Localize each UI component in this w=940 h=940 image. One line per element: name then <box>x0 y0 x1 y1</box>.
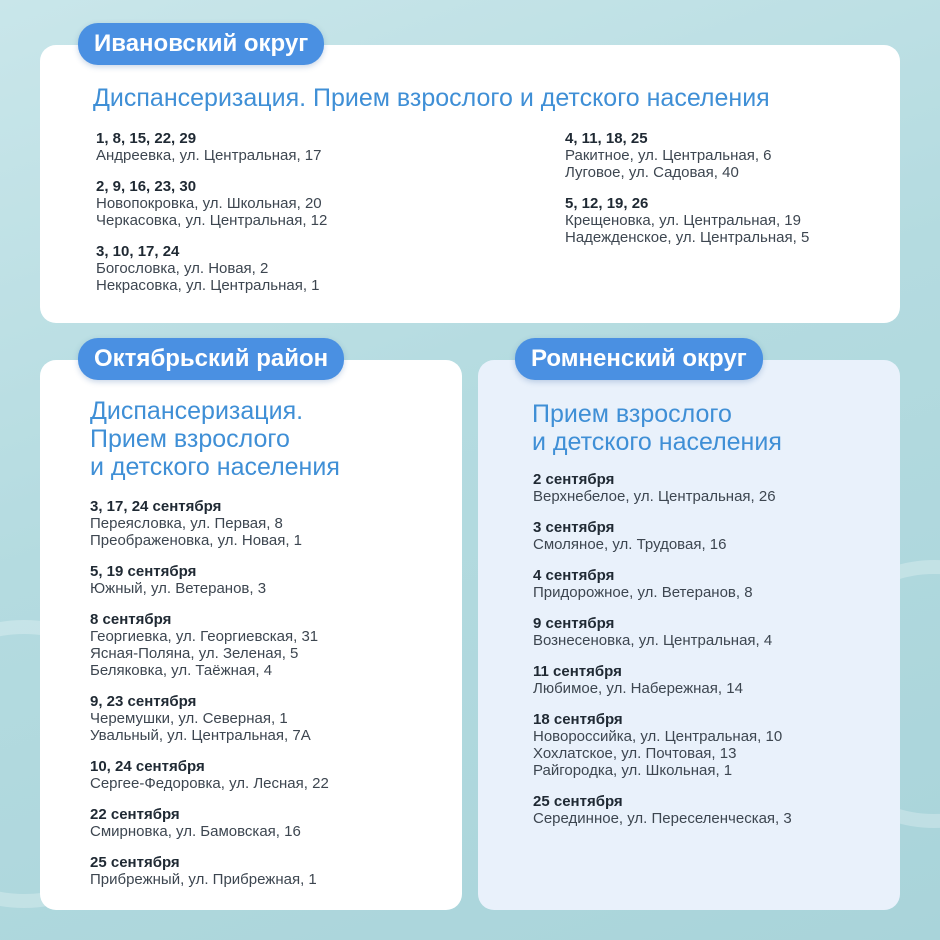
romnensky-heading <box>532 400 782 456</box>
schedule-address: Георгиевка, ул. Георгиевская, 31 <box>90 628 319 645</box>
schedule-address: Черемушки, ул. Северная, 1 <box>90 710 288 727</box>
schedule-address: Сергее-Федоровка, ул. Лесная, 22 <box>90 775 329 792</box>
schedule-date: 9, 23 сентября <box>90 693 197 710</box>
schedule-entry <box>90 693 450 744</box>
schedule-date: 5, 12, 19, 26 <box>565 195 649 212</box>
schedule-date: 18 сентября <box>533 711 623 728</box>
schedule-address: Беляковка, ул. Таёжная, 4 <box>90 662 273 679</box>
schedule-entry <box>533 663 893 697</box>
schedule-entry <box>90 854 450 888</box>
schedule-address: Андреевка, ул. Центральная, 17 <box>96 147 322 164</box>
schedule-entry <box>533 519 893 553</box>
schedule-address: Ясная-Поляна, ул. Зеленая, 5 <box>90 645 299 662</box>
schedule-address: Хохлатское, ул. Почтовая, 13 <box>533 745 737 762</box>
schedule-address: Увальный, ул. Центральная, 7А <box>90 727 311 744</box>
schedule-date: 8 сентября <box>90 611 172 628</box>
schedule-address: Богословка, ул. Новая, 2 <box>96 260 269 277</box>
schedule-entry <box>90 563 450 597</box>
schedule-date: 11 сентября <box>533 663 622 680</box>
schedule-address: Преображеновка, ул. Новая, 1 <box>90 532 302 549</box>
romnensky-title: Ромненский округ <box>515 338 763 380</box>
schedule-date: 10, 24 сентября <box>90 758 205 775</box>
schedule-date: 1, 8, 15, 22, 29 <box>96 130 197 147</box>
oktyabrsky-heading <box>90 397 340 481</box>
schedule-address: Надежденское, ул. Центральная, 5 <box>565 229 810 246</box>
schedule-entry <box>96 178 516 229</box>
schedule-entry <box>90 611 450 679</box>
heading-line: Диспансеризация. <box>90 397 304 425</box>
schedule-date: 2, 9, 16, 23, 30 <box>96 178 197 195</box>
schedule-date: 5, 19 сентября <box>90 563 197 580</box>
schedule-entry <box>565 130 885 181</box>
schedule-entry <box>90 806 450 840</box>
schedule-address: Смирновка, ул. Бамовская, 16 <box>90 823 301 840</box>
heading-line: и детского населения <box>90 453 340 481</box>
heading-line: Прием взрослого <box>90 425 290 453</box>
schedule-address: Луговое, ул. Садовая, 40 <box>565 164 739 181</box>
heading-line: Прием взрослого <box>532 400 732 428</box>
schedule-entry <box>96 243 516 294</box>
oktyabrsky-schedule <box>90 498 450 902</box>
schedule-entry <box>96 130 516 164</box>
schedule-address: Ракитное, ул. Центральная, 6 <box>565 147 772 164</box>
schedule-entry <box>533 471 893 505</box>
schedule-date: 4, 11, 18, 25 <box>565 130 648 147</box>
schedule-entry <box>565 195 885 246</box>
schedule-address: Черкасовка, ул. Центральная, 12 <box>96 212 328 229</box>
heading-line: и детского населения <box>532 428 782 456</box>
schedule-address: Придорожное, ул. Ветеранов, 8 <box>533 584 753 601</box>
schedule-address: Переясловка, ул. Первая, 8 <box>90 515 283 532</box>
schedule-date: 25 сентября <box>90 854 180 871</box>
schedule-date: 4 сентября <box>533 567 615 584</box>
ivanovsky-right-column <box>565 130 885 260</box>
schedule-address: Крещеновка, ул. Центральная, 19 <box>565 212 801 229</box>
schedule-date: 25 сентября <box>533 793 623 810</box>
schedule-address: Серединное, ул. Переселенческая, 3 <box>533 810 792 827</box>
schedule-address: Прибрежный, ул. Прибрежная, 1 <box>90 871 317 888</box>
ivanovsky-heading: Диспансеризация. Прием взрослого и детского населения <box>93 84 770 112</box>
schedule-address: Южный, ул. Ветеранов, 3 <box>90 580 267 597</box>
ivanovsky-title: Ивановский округ <box>78 23 324 65</box>
schedule-address: Вознесеновка, ул. Центральная, 4 <box>533 632 773 649</box>
schedule-entry <box>533 711 893 779</box>
schedule-date: 3 сентября <box>533 519 615 536</box>
schedule-date: 2 сентября <box>533 471 615 488</box>
schedule-entry <box>533 615 893 649</box>
ivanovsky-left-column <box>96 130 516 308</box>
schedule-address: Смоляное, ул. Трудовая, 16 <box>533 536 727 553</box>
schedule-address: Новопокровка, ул. Школьная, 20 <box>96 195 322 212</box>
schedule-entry <box>533 567 893 601</box>
romnensky-schedule <box>533 471 893 841</box>
schedule-address: Любимое, ул. Набережная, 14 <box>533 680 743 697</box>
schedule-entry <box>533 793 893 827</box>
schedule-address: Райгородка, ул. Школьная, 1 <box>533 762 733 779</box>
schedule-address: Новороссийка, ул. Центральная, 10 <box>533 728 783 745</box>
oktyabrsky-title: Октябрьский район <box>78 338 344 380</box>
schedule-date: 3, 17, 24 сентября <box>90 498 222 515</box>
schedule-entry <box>90 758 450 792</box>
schedule-date: 22 сентября <box>90 806 180 823</box>
schedule-address: Верхнебелое, ул. Центральная, 26 <box>533 488 776 505</box>
schedule-date: 3, 10, 17, 24 <box>96 243 180 260</box>
schedule-address: Некрасовка, ул. Центральная, 1 <box>96 277 320 294</box>
schedule-date: 9 сентября <box>533 615 615 632</box>
schedule-entry <box>90 498 450 549</box>
